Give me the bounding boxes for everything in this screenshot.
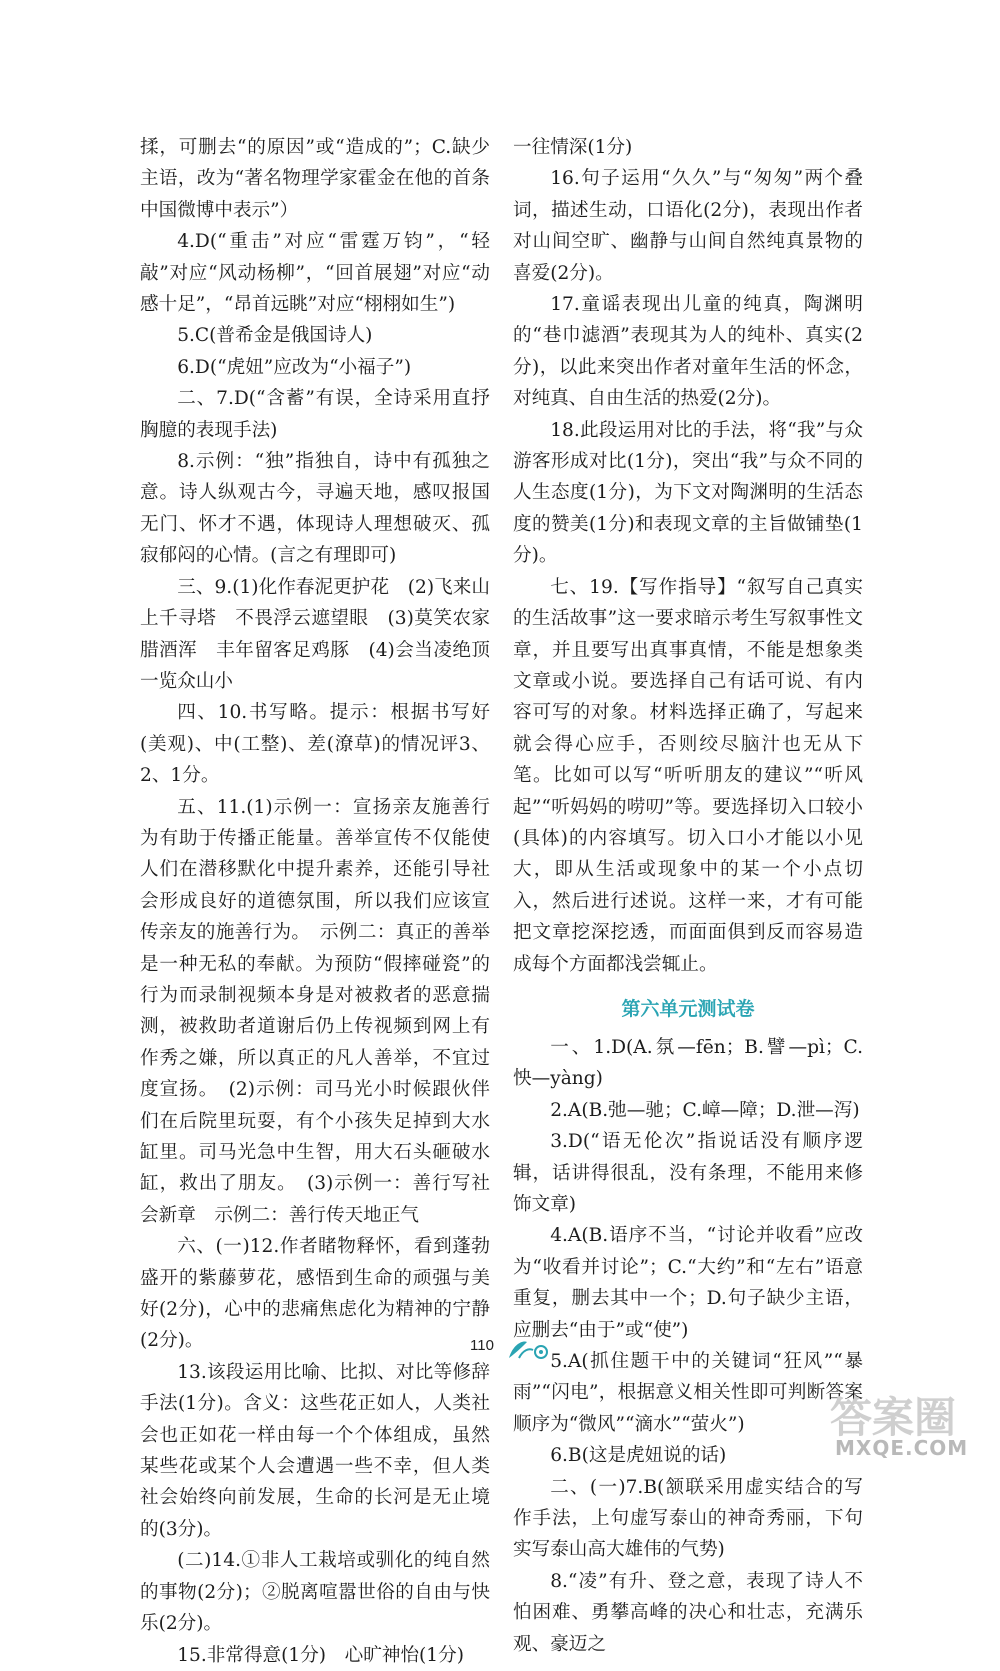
paragraph: 三、9.(1)化作春泥更护花 (2)飞来山上千寻塔 不畏浮云遮望眼 (3)莫笑农家腊酒浑 丰年留客足鸡豚 (4)会当凌绝顶 一览众山小 [140, 576, 509, 692]
watermark-logo: 答案圈 [830, 1393, 957, 1442]
paragraph: 一、1.D(A.氛—fēn；B.譬—pì；C.怏—yàng) [513, 1036, 863, 1090]
paragraph: 3.D(“语无伦次”指说话没有顺序逻辑，话讲得很乱，没有条理，不能用来修饰文章) [513, 1131, 863, 1215]
paragraph: 6.B(这是虎妞说的话) [550, 1445, 727, 1467]
paragraph: 8.“凌”有升、登之意，表现了诗人不怕困难、勇攀高峰的决心和壮志，充满乐观、豪迈之 [513, 1570, 863, 1655]
paragraph: 七、19.【写作指导】“叙写自己真实的生活故事”这一要求暗示考生写叙事性文章，并且要写出真事真情，不能是想象类文章或小说。要选择自己有话可说、有内容可写的对象。材料选择正确了，写起来就会得心应手，否则绞尽脑汁也无从下笔。比如可以写“听听朋友的建议”“听风起”“听妈妈的唠叨”等。要选择切入口较小(具体)的内容填写。切入口小才能以小见大，即从生活或现象中的某一个小点切入，然后进行述说。这样一来，才有可能把文章挖深挖透，而面面俱到反而容易造成每个方面都浅尝辄止。 [513, 576, 863, 975]
paragraph: 揉，可删去“的原因”或“造成的”；C.缺少主语，改为“著名物理学家霍金在他的首条中国微博中表示”） [140, 137, 490, 221]
paragraph: 5.A(抓住题干中的关键词“狂风”“暴雨”“闪电”，根据意义相关性即可判断答案顺序为“微风”“滴水”“萤火”) [513, 1351, 863, 1435]
paragraph: 一往情深(1分) [513, 137, 633, 158]
paragraph: 四、10.书写略。提示：根据书写好(美观)、中(工整)、差(潦草)的情况评3、2、1分。 [140, 702, 490, 787]
paragraph: 15.非常得意(1分) 心旷神怡(1分) [177, 1644, 464, 1666]
paragraph: 五、11.(1)示例一：宣扬亲友施善行为有助于传播正能量。善举宣传不仅能使人们在潜移默化中提升素养，还能引导社会形成良好的道德氛围，所以我们应该宣传亲友的施善行为。 示例二：真正的善举是一种无私的奉献。为预防“假摔碰瓷”的行为而录制视频本身是对被救者的恶意揣测，被救助者道谢后仍上传视频到网上有作秀之嫌，所以真正的凡人善举，不宜过度宣扬。 (2)示例：司马光小时候跟伙伴们在后院里玩耍，有个小孩失足掉到大水缸里。司马光急中生智，用大石头砸破水缸，救出了朋友。 (3)示例一：善行写社会新章 示例二：善行传天地正气 [140, 796, 490, 1226]
right-column [513, 132, 863, 1660]
paragraph: 二、7.D(“含蓄”有误，全诗采用直抒胸臆的表现手法) [140, 388, 490, 441]
paragraph: 13.该段运用比喻、比拟、对比等修辞手法(1分)。含义：这些花正如人，人类社会也正如花一样由每一个个体组成，虽然某些花或某个人会遭遇一些不幸，但人类社会始终向前发展，生命的长河是无止境的(3分)。 [140, 1361, 490, 1540]
paragraph: 4.D(“重击”对应“雷霆万钧”，“轻敲”对应“风动杨柳”，“回首展翅”对应“动感十足”，“昂首远眺”对应“栩栩如生”) [140, 231, 490, 316]
leaf-ornament-icon [505, 1336, 555, 1362]
paragraph: 8.示例：“独”指独自，诗中有孤独之意。诗人纵观古今，寻遍天地，感叹报国无门、怀才不遇，体现诗人理想破灭、孤寂郁闷的心情。(言之有理即可) [140, 451, 490, 567]
paragraph: 18.此段运用对比的手法，将“我”与众游客形成对比(1分)，突出“我”与众不同的人生态度(1分)，为下文对陶渊明的生活态度的赞美(1分)和表现文章的主旨做铺垫(1分)。 [513, 419, 863, 567]
paragraph: 4.A(B.语序不当，“讨论并收看”应改为“收看并讨论”；C.“大约”和“左右”语意重复，删去其中一个；D.句子缺少主语，应删去“由于”或“使”) [513, 1225, 863, 1341]
watermark-url: MXQE.COM [835, 1436, 969, 1460]
paragraph: 二、(一)7.B(颔联采用虚实结合的写作手法，上句虚写泰山的神奇秀丽，下句实写泰山高大雄伟的气势) [513, 1476, 863, 1561]
paragraph: 16.句子运用“久久”与“匆匆”两个叠词，描述生动，口语化(2分)，表现出作者对山间空旷、幽静与山间自然纯真景物的喜爱(2分)。 [513, 168, 863, 284]
paragraph: 6.D(“虎妞”应改为“小福子”) [177, 356, 412, 378]
paragraph: 17.童谣表现出儿童的纯真，陶渊明的“巷巾滤酒”表现其为人的纯朴、真实(2分)，以此来突出作者对童年生活的怀念，对纯真、自由生活的热爱(2分)。 [513, 294, 863, 410]
left-column [140, 132, 509, 1671]
unit-test-title: 第六单元测试卷 [621, 997, 755, 1020]
paragraph: 5.C(普希金是俄国诗人) [177, 325, 373, 347]
page-number: 110 [470, 1337, 494, 1354]
paragraph: 六、(一)12.作者睹物释怀，看到蓬勃盛开的紫藤萝花，感悟到生命的顽强与美好(2分)，心中的悲痛焦虑化为精神的宁静(2分)。 [140, 1236, 490, 1352]
paragraph: (二)14.①非人工栽培或驯化的纯自然的事物(2分)；②脱离喧嚣世俗的自由与快乐(2分)。 [140, 1550, 490, 1635]
paragraph: 2.A(B.弛—驰；C.嶂—障；D.泄—泻) [550, 1099, 860, 1121]
